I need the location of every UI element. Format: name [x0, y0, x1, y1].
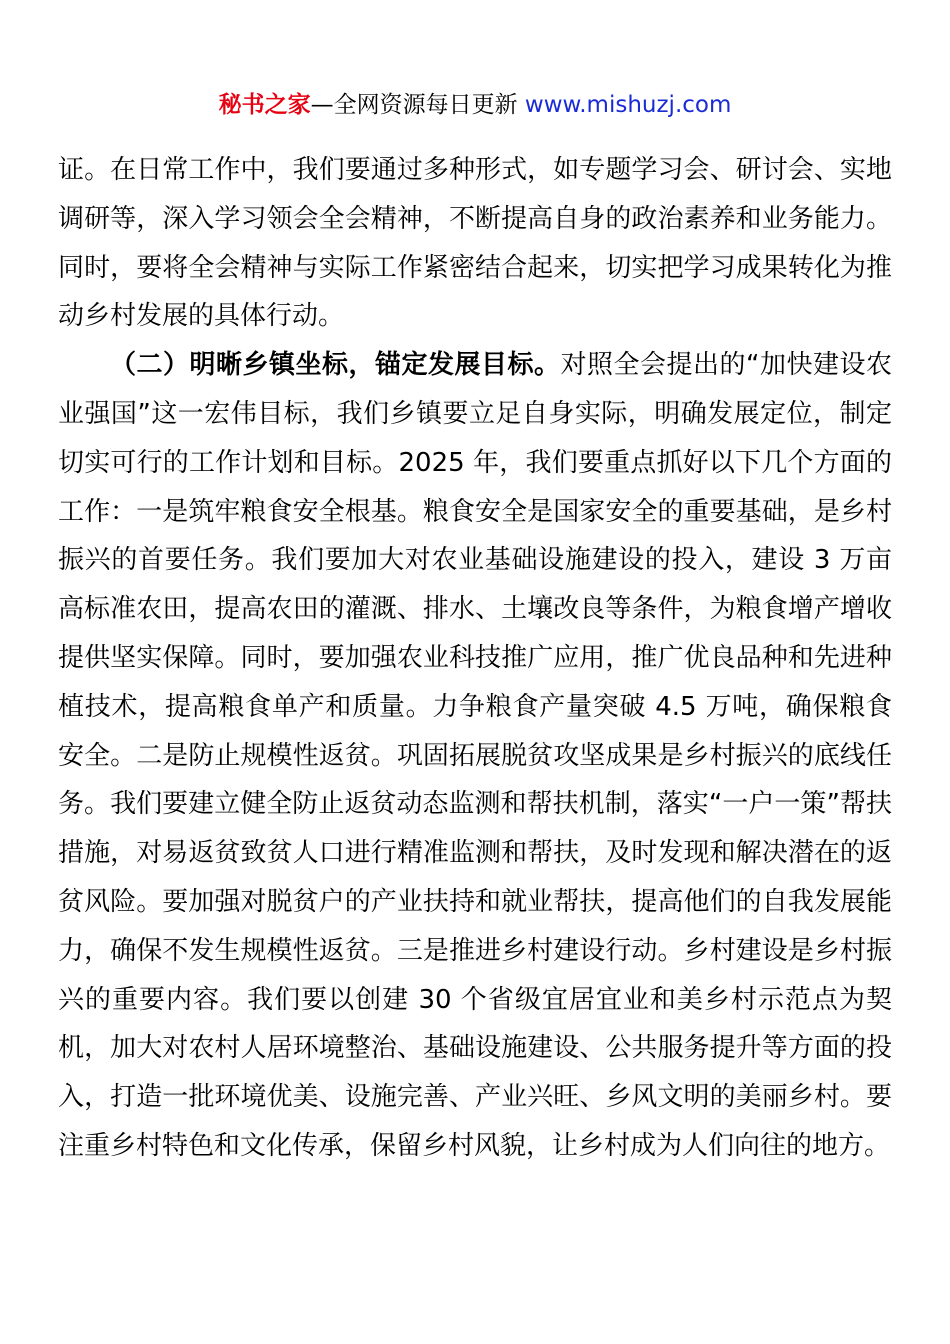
header-tagline: —全网资源每日更新: [310, 92, 525, 118]
document-body: [58, 146, 892, 1171]
section-two-text: 对照全会提出的“加快建设农业强国”这一宏伟目标，我们乡镇要立足自身实际，明确发展定位，制定切实可行的工作计划和目标。2025 年，我们要重点抓好以下几个方面的工作：一是筑牢粮食安全根基。粮食安全是国家安全的重要基础，是乡村振兴的首要任务。我们要加大对农业基础设施建设的投入，建设 3 万亩高标准农田，提高农田的灌溉、排水、土壤改良等条件，为粮食增产增收提供坚实保障。同时，要加强农业科技推广应用，推广优良品种和先进种植技术，提高粮食单产和质量。力争粮食产量突破 4.5 万吨，确保粮食安全。二是防止规模性返贫。巩固拓展脱贫攻坚成果是乡村振兴的底线任务。我们要建立健全防止返贫动态监测和帮扶机制，落实“一户一策”帮扶措施，对易返贫致贫人口进行精准监测和帮扶，及时发现和解决潜在的返贫风险。要加强对脱贫户的产业扶持和就业帮扶，提高他们的自我发展能力，确保不发生规模性返贫。三是推进乡村建设行动。乡村建设是乡村振兴的重要内容。我们要以创建 30 个省级宜居宜业和美乡村示范点为契机，加大对农村人居环境整治、基础设施建设、公共服务提升等方面的投入，打造一批环境优美、设施完善、产业兴旺、乡风文明的美丽乡村。要注重乡村特色和文化传承，保留乡村风貌，让乡村成为人们向往的地方。: [58, 350, 892, 1161]
brand-name: 秘书之家: [218, 92, 311, 118]
section-two-heading: （二）明晰乡镇坐标，锚定发展目标。: [110, 350, 561, 381]
site-url-link[interactable]: www.mishuzj.com: [524, 92, 732, 118]
paragraph-continuation: 证。在日常工作中，我们要通过多种形式，如专题学习会、研讨会、实地调研等，深入学习领会全会精神，不断提高自身的政治素养和业务能力。同时，要将全会精神与实际工作紧密结合起来，切实把学习成果转化为推动乡村发展的具体行动。: [58, 155, 892, 332]
page-header: [0, 88, 950, 122]
section-two-paragraph: [58, 341, 892, 1171]
